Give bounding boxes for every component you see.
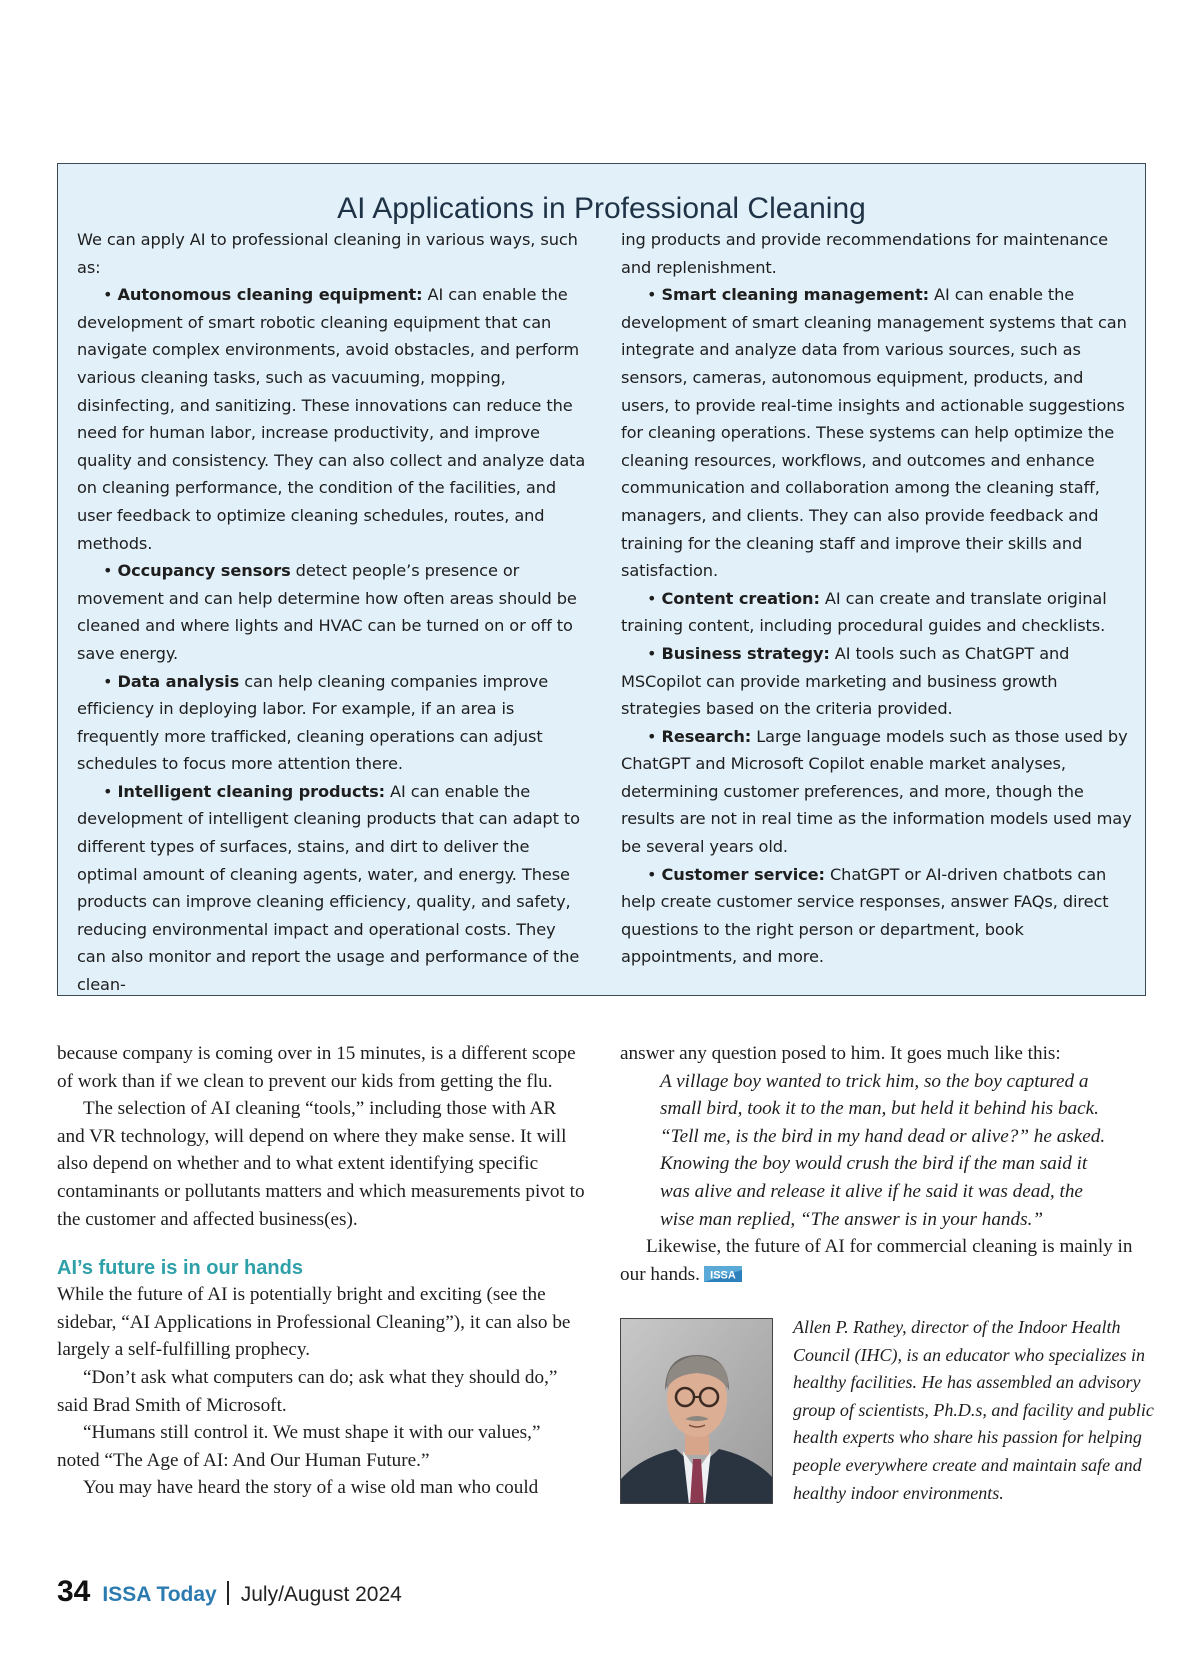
sidebar-continuation: ing products and provide recommendations for maintenance and replenishment. <box>621 230 1109 277</box>
author-block <box>620 1314 1160 1534</box>
sidebar-item-term: Business strategy: <box>661 643 830 663</box>
sidebar-item-term: Research: <box>661 726 752 746</box>
article-paragraph: While the future of AI is potentially bright and exciting (see the sidebar, “AI Applications in Professional Cleaning”), it can also be largely a self-fulfilling prophecy. <box>57 1284 571 1361</box>
article-closing <box>620 1233 1160 1288</box>
sidebar-right-column <box>621 226 1135 971</box>
author-bio: Allen P. Rathey, director of the Indoor Health Council (IHC), is an educator who specializes in healthy facilities. He has assembled an advisory group of scientists, Ph.D.s, and facility and public health experts who share his passion for helping people everywhere create and maintain safe and healthy indoor environments. <box>793 1317 1154 1503</box>
sidebar-item-term: Customer service: <box>661 864 825 884</box>
footer-divider <box>227 1581 229 1605</box>
sidebar-item: • Intelligent cleaning products: AI can enable the development of intelligent cleaning products that can adapt to different types of surfaces, stains, and dirt to deliver the optimal amount of cleaning agents, water, and energy. These products can improve cleaning efficiency, quality, and safety, reducing environmental impact and operational costs. They can also monitor and report the usage and performance of the clean- <box>77 781 580 995</box>
sidebar-item-term: Autonomous cleaning equipment: <box>117 285 423 305</box>
sidebar-item: • Business strategy: AI tools such as ChatGPT and MSCopilot can provide marketing and business growth strategies based on the criteria provided. <box>621 643 1070 719</box>
closing-text: Likewise, the future of AI for commercial cleaning is mainly in our hands. <box>620 1236 1133 1285</box>
author-photo <box>620 1318 773 1504</box>
issa-logo-text: ISSA <box>710 1269 736 1282</box>
article-paragraph: “Humans still control it. We must shape it with our values,” noted “The Age of AI: And Our Human Future.” <box>57 1422 541 1471</box>
author-portrait-image <box>621 1319 773 1504</box>
page-number: 34 <box>57 1575 91 1608</box>
sidebar-item: • Research: Large language models such as those used by ChatGPT and Microsoft Copilot enable market analyses, determining customer preferences, and more, though the results are not in real time as the information models used may be several years old. <box>621 726 1132 857</box>
article-paragraph: You may have heard the story of a wise old man who could <box>83 1477 539 1499</box>
sidebar-intro: We can apply AI to professional cleaning in various ways, such as: <box>77 230 578 277</box>
sidebar-box <box>57 163 1146 996</box>
sidebar-item: • Customer service: ChatGPT or AI-driven chatbots can help create customer service responses, answer FAQs, direct questions to the right person or department, book appointments, and more. <box>621 864 1109 967</box>
sidebar-item-term: Occupancy sensors <box>117 561 291 581</box>
sidebar-left-column <box>77 226 587 999</box>
sidebar-item: • Autonomous cleaning equipment: AI can enable the development of smart robotic cleaning equipment that can navigate complex environments, avoid obstacles, and perform various cleaning tasks, such as vacuuming, mopping, disinfecting, and sanitizing. These innovations can reduce the need for human labor, increase productivity, and improve quality and consistency. They can also collect and analyze data on cleaning performance, the condition of the facilities, and user feedback to optimize cleaning schedules, routes, and methods. <box>77 285 586 553</box>
sidebar-title: AI Applications in Professional Cleaning <box>337 192 866 225</box>
section-heading: AI’s future is in our hands <box>57 1257 303 1280</box>
sidebar-item-term: Content creation: <box>661 588 820 608</box>
sidebar-item-term: Data analysis <box>117 671 240 691</box>
sidebar-item: • Smart cleaning management: AI can enable the development of smart cleaning management systems that can integrate and analyze data from various sources, such as sensors, cameras, autonomous equipment, products, and users, to provide real-time insights and actionable suggestions for cleaning operations. These systems can help optimize the cleaning resources, workflows, and outcomes and enhance communication and collaboration among the cleaning staff, managers, and clients. They can also provide feedback and training for the cleaning staff and improve their skills and satisfaction. <box>621 285 1127 581</box>
article-paragraph: because company is coming over in 15 minutes, is a different scope of work than if we clean to prevent our kids from getting the flu. <box>57 1043 576 1092</box>
sidebar-item-term: Intelligent cleaning products: <box>117 781 385 801</box>
sidebar-item: • Data analysis can help cleaning companies improve efficiency in deploying labor. For example, if an area is frequently more trafficked, cleaning operations can adjust schedules to focus more attention there. <box>77 671 549 774</box>
article-left-column <box>57 1040 585 1502</box>
magazine-name: ISSA Today <box>102 1583 217 1606</box>
article-paragraph: The selection of AI cleaning “tools,” including those with AR and VR technology, will depend on where they make sense. It will also depend on whether and to what extent identifying specific contaminants or pollutants matters and which measurements pivot to the customer and affected business(es). <box>57 1098 585 1230</box>
article-paragraph: “Don’t ask what computers can do; ask what they should do,” said Brad Smith of Microsoft. <box>57 1366 558 1416</box>
issa-end-logo <box>704 1266 742 1282</box>
article-paragraph: answer any question posed to him. It goes much like this: <box>620 1043 1061 1064</box>
article-right-column <box>620 1040 1160 1288</box>
sidebar-item: • Occupancy sensors detect people’s presence or movement and can help determine how often areas should be cleaned and where lights and HVAC can be turned on or off to save energy. <box>77 561 577 663</box>
story-quote: A village boy wanted to trick him, so the boy captured a small bird, took it to the man, but held it behind his back. “Tell me, is the bird in my hand dead or alive?” he asked. Knowing the boy would crush the bird if the man said it was alive and release it alive if he said it was dead, the wise man replied, “The answer is in your hands.” <box>660 1070 1106 1230</box>
issue-date: July/August 2024 <box>240 1583 402 1606</box>
sidebar-item-term: Smart cleaning management: <box>661 285 929 305</box>
page-footer <box>57 1575 402 1615</box>
sidebar-item: • Content creation: AI can create and translate original training content, including procedural guides and checklists. <box>621 588 1107 636</box>
